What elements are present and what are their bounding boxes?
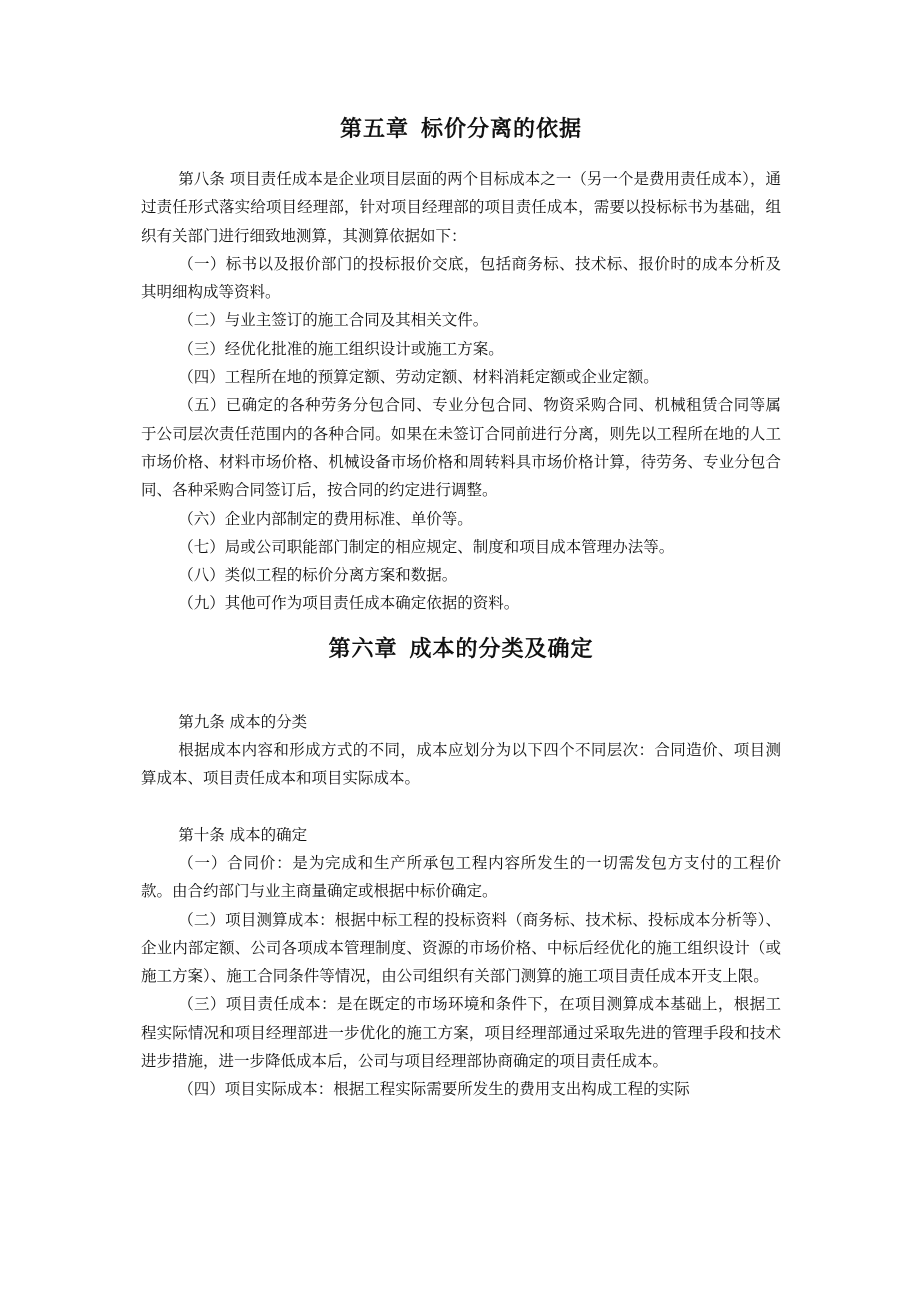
chapter-5-number: 第五章 [339, 116, 409, 142]
chapter-5-item-3: （三）经优化批准的施工组织设计或施工方案。 [178, 339, 504, 358]
chapter-5-name: 标价分离的依据 [421, 116, 583, 142]
chapter-6-item-2: （二）项目测算成本：根据中标工程的投标资料（商务标、技术标、投标成本分析等）、企业内部定额、公司各项成本管理制度、资源的市场价格、中标后经优化的施工组织设计（或施工方案）、施工合同条件等情况，由公司组织有关部门测算的施工项目责任成本开支上限。 [141, 910, 781, 986]
chapter-5-item-5: （五）已确定的各种劳务分包合同、专业分包合同、物资采购合同、机械租赁合同等属于公司层次责任范围内的各种合同。如果在未签订合同前进行分离，则先以工程所在地的人工市场价格、材料市场价格、机械设备市场价格和周转料具市场价格计算，待劳务、专业分包合同、各种采购合同签订后，按合同的约定进行调整。 [141, 396, 781, 500]
chapter-6-number: 第六章 [328, 635, 398, 662]
chapter-5-title [141, 112, 781, 146]
chapter-6-item-4: （四）项目实际成本：根据工程实际需要所发生的费用支出构成工程的实际 [178, 1080, 690, 1099]
chapter-5-item-1: （一）标书以及报价部门的投标报价交底，包括商务标、技术标、报价时的成本分析及其明细构成等资料。 [141, 254, 781, 302]
article-10-heading: 第十条 成本的确定 [178, 825, 308, 844]
chapter-5-item-2: （二）与业主签订的施工合同及其相关文件。 [178, 311, 489, 330]
chapter-6-title [141, 632, 781, 666]
document-content [141, 112, 781, 1104]
chapter-6-item-1: （一）合同价：是为完成和生产所承包工程内容所发生的一切需发包方支付的工程价款。由合约部门与业主商量确定或根据中标价确定。 [141, 853, 781, 901]
article-9-heading: 第九条 成本的分类 [178, 712, 308, 731]
article-9-text: 根据成本内容和形成方式的不同，成本应划分为以下四个不同层次：合同造价、项目测算成本、项目责任成本和项目实际成本。 [141, 741, 781, 788]
chapter-5-item-7: （七）局或公司职能部门制定的相应规定、制度和项目成本管理办法等。 [178, 537, 675, 556]
chapter-5-item-4: （四）工程所在地的预算定额、劳动定额、材料消耗定额或企业定额。 [178, 368, 659, 387]
chapter-6-item-3: （三）项目责任成本：是在既定的市场环境和条件下，在项目测算成本基础上，根据工程实际情况和项目经理部进一步优化的施工方案，项目经理部通过采取先进的管理手段和技术进步措施，进一步降低成本后，公司与项目经理部协商确定的项目责任成本。 [141, 995, 781, 1071]
article-8-text: 第八条 项目责任成本是企业项目层面的两个目标成本之一（另一个是费用责任成本），通过责任形式落实给项目经理部，针对项目经理部的项目责任成本，需要以投标标书为基础，组织有关部门进行细致地测算，其测算依据如下： [141, 170, 781, 245]
chapter-5-item-9: （九）其他可作为项目责任成本确定依据的资料。 [178, 594, 520, 613]
chapter-5-item-8: （八）类似工程的标价分离方案和数据。 [178, 566, 458, 585]
paragraph-spacer [141, 793, 781, 821]
chapter-5-item-6: （六）企业内部制定的费用标准、单价等。 [178, 509, 473, 528]
chapter-6-name: 成本的分类及确定 [409, 635, 594, 662]
